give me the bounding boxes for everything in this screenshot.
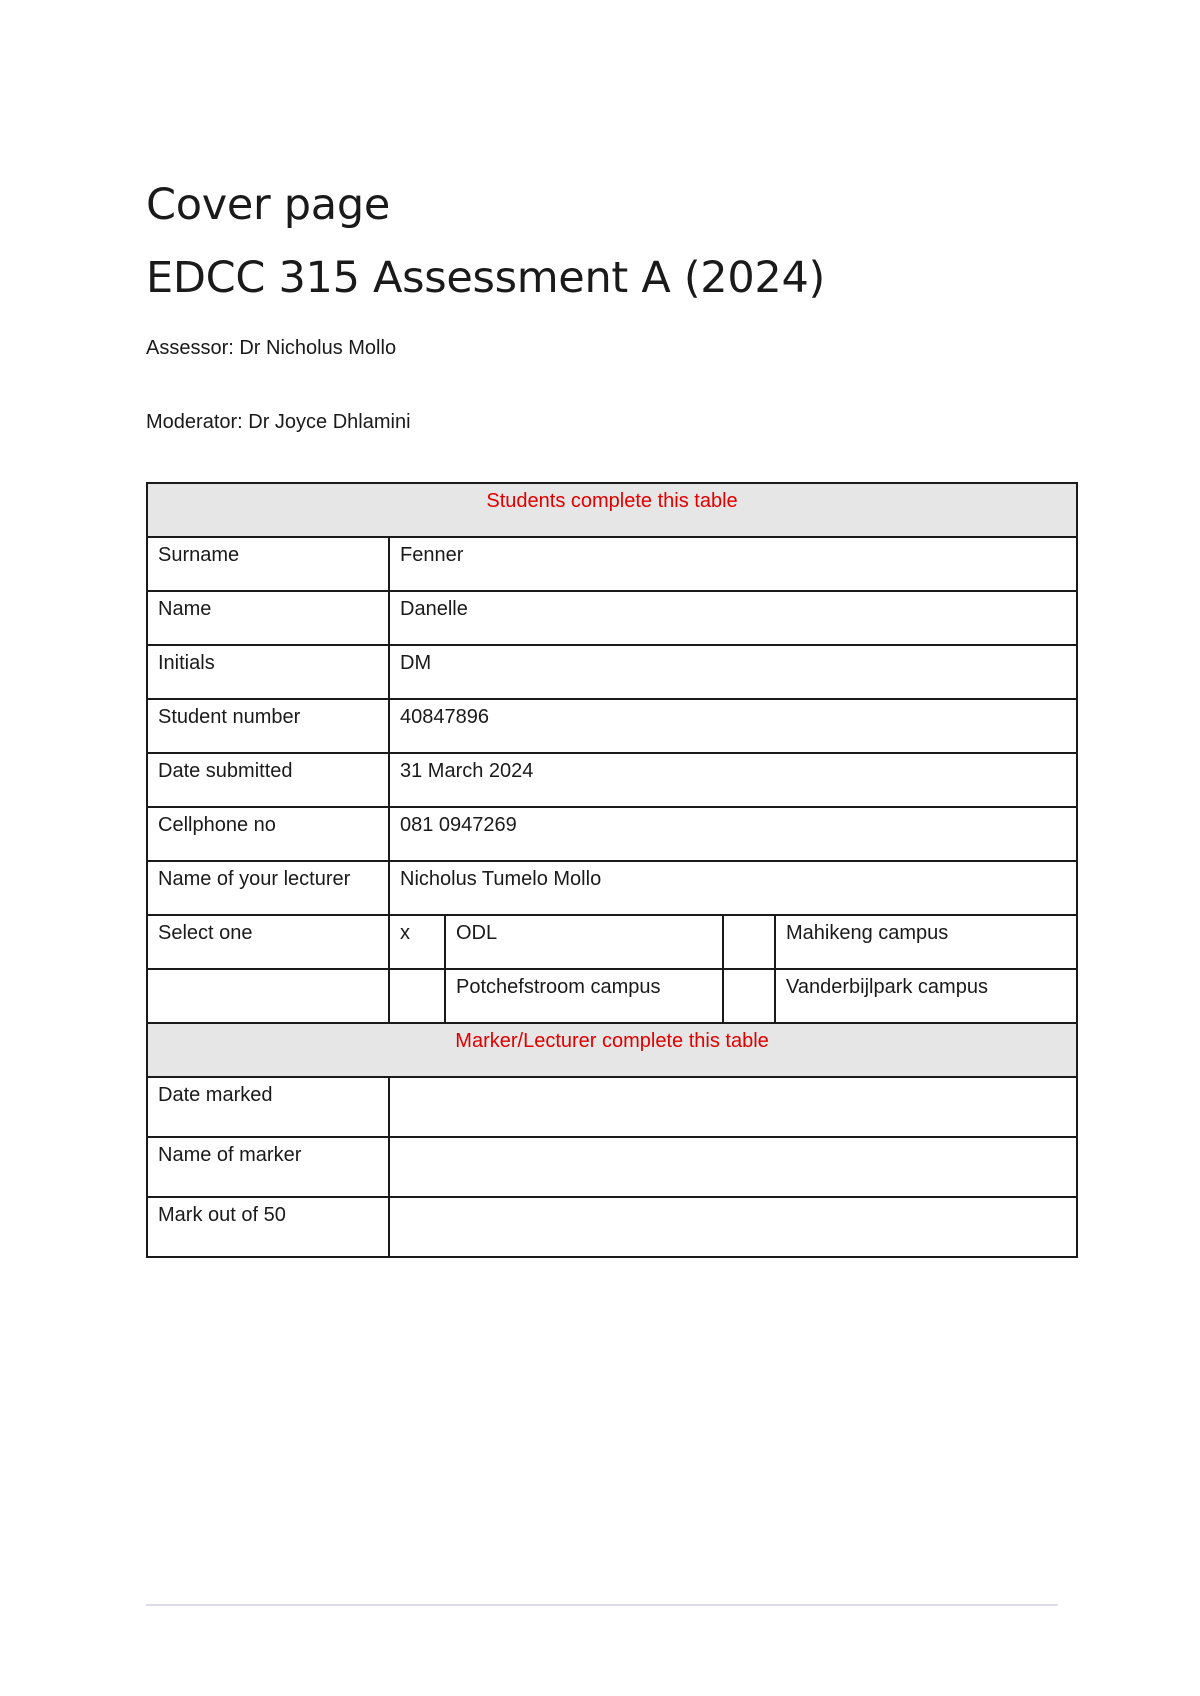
cover-table [146, 482, 1078, 1258]
marker-section-heading: Marker/Lecturer complete this table [147, 1023, 1077, 1077]
footer-divider [146, 1604, 1058, 1606]
assessment-title: EDCC 315 Assessment A (2024) [146, 253, 826, 303]
vanderbijlpark-checkbox[interactable] [723, 969, 775, 1023]
assessor-line: Assessor: Dr Nicholus Mollo [146, 337, 397, 359]
lecturer-label: Name of your lecturer [147, 861, 389, 915]
select-blank-cell [147, 969, 389, 1023]
student-number-value[interactable]: 40847896 [389, 699, 1077, 753]
date-submitted-label: Date submitted [147, 753, 389, 807]
select-row-2 [147, 969, 1077, 1023]
marker-name-label: Name of marker [147, 1137, 389, 1197]
student-number-label: Student number [147, 699, 389, 753]
table-row [147, 807, 1077, 861]
surname-value[interactable]: Fenner [389, 537, 1077, 591]
moderator-line: Moderator: Dr Joyce Dhlamini [146, 411, 411, 433]
mahikeng-option-label: Mahikeng campus [775, 915, 1077, 969]
mahikeng-checkbox[interactable] [723, 915, 775, 969]
potchefstroom-checkbox[interactable] [389, 969, 445, 1023]
student-section-heading: Students complete this table [147, 483, 1077, 537]
marker-section-header-row [147, 1023, 1077, 1077]
name-value[interactable]: Danelle [389, 591, 1077, 645]
page-title: Cover page [146, 180, 390, 230]
lecturer-value[interactable]: Nicholus Tumelo Mollo [389, 861, 1077, 915]
mark-label: Mark out of 50 [147, 1197, 389, 1257]
cellphone-value[interactable]: 081 0947269 [389, 807, 1077, 861]
date-marked-value[interactable] [389, 1077, 1077, 1137]
initials-value[interactable]: DM [389, 645, 1077, 699]
initials-label: Initials [147, 645, 389, 699]
table-row [147, 1197, 1077, 1257]
table-row [147, 645, 1077, 699]
potchefstroom-option-label: Potchefstroom campus [445, 969, 723, 1023]
surname-label: Surname [147, 537, 389, 591]
mark-value[interactable] [389, 1197, 1077, 1257]
name-label: Name [147, 591, 389, 645]
table-row [147, 1077, 1077, 1137]
select-one-label: Select one [147, 915, 389, 969]
date-submitted-value[interactable]: 31 March 2024 [389, 753, 1077, 807]
table-row [147, 861, 1077, 915]
select-row-1 [147, 915, 1077, 969]
date-marked-label: Date marked [147, 1077, 389, 1137]
table-row [147, 1137, 1077, 1197]
cellphone-label: Cellphone no [147, 807, 389, 861]
table-row [147, 537, 1077, 591]
table-row [147, 699, 1077, 753]
odl-checkbox[interactable]: x [389, 915, 445, 969]
vanderbijlpark-option-label: Vanderbijlpark campus [775, 969, 1077, 1023]
odl-option-label: ODL [445, 915, 723, 969]
table-row [147, 591, 1077, 645]
student-section-header-row [147, 483, 1077, 537]
marker-name-value[interactable] [389, 1137, 1077, 1197]
table-row [147, 753, 1077, 807]
